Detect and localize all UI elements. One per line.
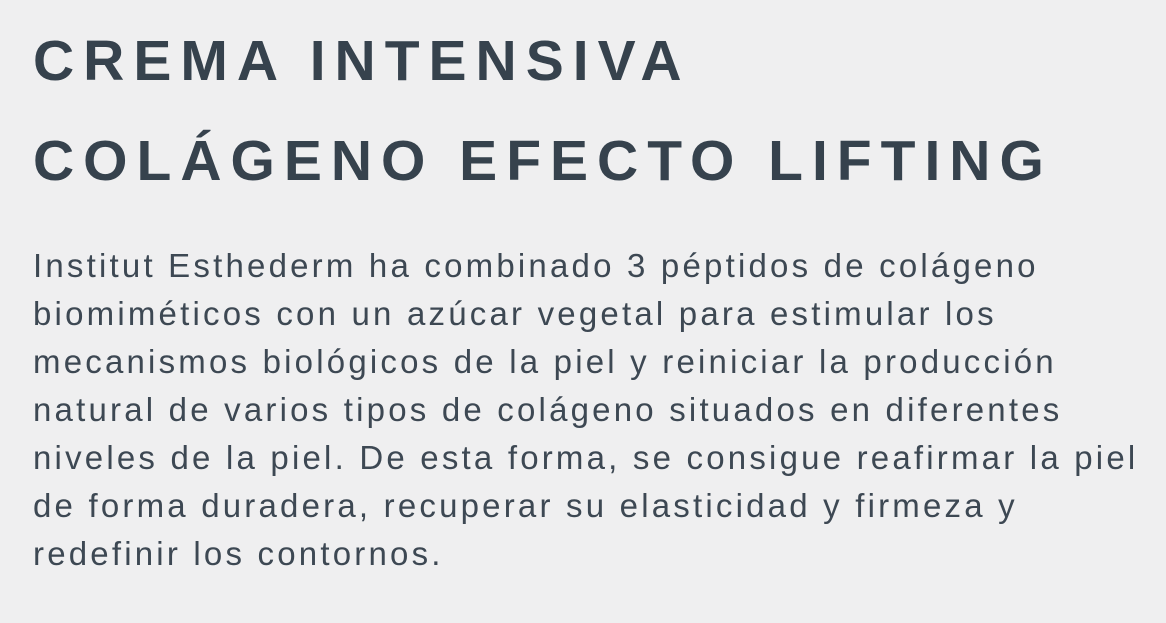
product-title-line-1: CREMA INTENSIVA	[33, 29, 691, 93]
product-title-line-2: COLÁGENO EFECTO LIFTING	[33, 129, 1053, 193]
product-description: Institut Esthederm ha combinado 3 péptidos de colágeno biomiméticos con un azúcar vegetal para estimular los mecanismos biológicos de la piel y reiniciar la producción natural de varios tipos de colágeno situados en diferentes niveles de la piel. De esta forma, se consigue reafirmar la piel de forma duradera, recuperar su elasticidad y firmeza y redefinir los contornos.	[33, 247, 1139, 572]
product-description-section	[0, 11, 1166, 623]
product-title	[33, 11, 1158, 211]
